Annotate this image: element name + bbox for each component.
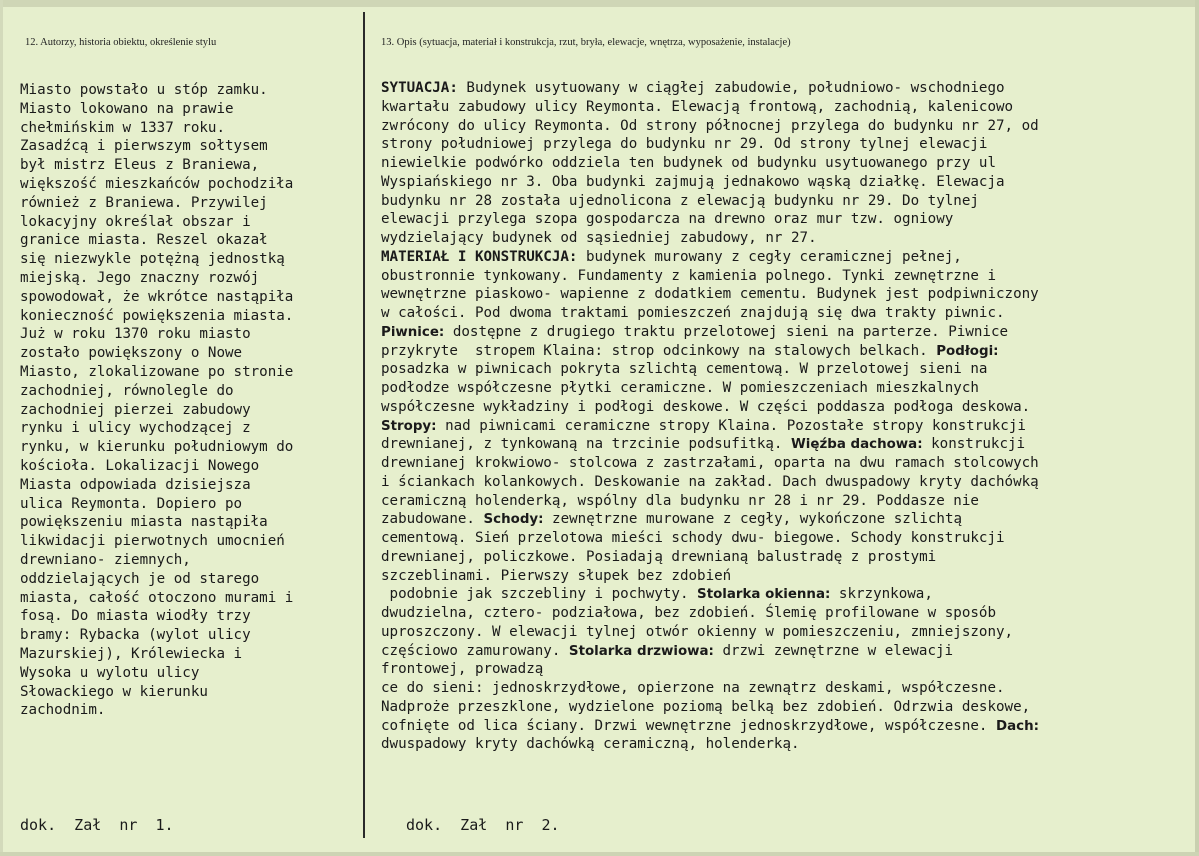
bold-term: Schody: bbox=[483, 512, 544, 528]
history-text-line: zostało powiększony o Nowe bbox=[20, 345, 243, 362]
scan-edge-top bbox=[0, 0, 1199, 7]
description-text-line bbox=[381, 117, 1181, 136]
text-run: budynku nr 28 została ujednolicona z elewacją budynku nr 29. Do tylnej bbox=[381, 192, 979, 209]
section-12-footer: dok. Zał nr 1. bbox=[20, 816, 174, 834]
history-text-line: bramy: Rybacka (wylot ulicy bbox=[20, 627, 251, 644]
text-run: Nadproże przeszklone, wydzielone poziomą belką bez zdobień. Odrzwia deskowe, bbox=[381, 698, 1031, 715]
scan-edge-right bbox=[1195, 0, 1199, 856]
description-text-line bbox=[381, 304, 1181, 323]
text-run: zabudowane. bbox=[381, 511, 484, 528]
history-text-line: rynku, w kierunku południowym do bbox=[20, 439, 294, 456]
description-text-line bbox=[381, 660, 1181, 679]
bold-term: MATERIAŁ I KONSTRUKCJA: bbox=[381, 248, 578, 265]
description-text-line bbox=[381, 360, 1181, 379]
text-run: cementową. Sień przelotowa mieści schody dwu- biegowe. Schody konstrukcji bbox=[381, 530, 1005, 546]
description-text-line bbox=[381, 398, 1181, 417]
description-text-line bbox=[381, 435, 1181, 454]
description-text-line bbox=[381, 585, 1181, 604]
text-run: i ściankach kolankowych. Deskowanie na zakład. Dach dwuspadowy kryty dachówką bbox=[381, 473, 1039, 490]
column-divider bbox=[363, 12, 365, 838]
text-run: drzwi zewnętrzne w elewacji bbox=[713, 642, 954, 659]
text-run: ceramiczną holenderką, wspólny dla budynku nr 28 i nr 29. Poddasze nie bbox=[381, 492, 979, 509]
description-text-line bbox=[381, 454, 1181, 473]
history-text-line: Miasto lokowano na prawie bbox=[20, 100, 234, 117]
description-text-line bbox=[381, 342, 1181, 361]
history-text-line: lokacyjny określał obszar i bbox=[20, 213, 251, 230]
bold-term: Więźba dachowa: bbox=[791, 437, 923, 453]
text-run: współczesne wykładziny i podłogi deskowe. W części poddasza podłoga deskowa. bbox=[381, 398, 1031, 415]
description-text-line bbox=[381, 173, 1181, 192]
section-12-header: 12. Autorzy, historia obiektu, określenie stylu bbox=[25, 37, 217, 48]
section-12-history-text bbox=[20, 81, 350, 720]
description-text-line bbox=[381, 604, 1181, 623]
description-text-line bbox=[381, 623, 1181, 642]
description-text-line bbox=[381, 642, 1181, 661]
text-run: uproszczony. W elewacji tylnej otwór okienny w pomieszczeniu, zmniejszony, bbox=[381, 623, 1014, 640]
history-text-line: Miasto powstało u stóp zamku. bbox=[20, 82, 268, 98]
history-text-line: Miasto, zlokalizowane po stronie bbox=[20, 363, 294, 380]
bold-term: Podłogi: bbox=[936, 343, 999, 359]
history-text-line: Mazurskiej), Królewiecka i bbox=[20, 645, 243, 662]
history-text-line: był mistrz Eleus z Braniewa, bbox=[20, 157, 260, 174]
text-run: zewnętrzne murowane z cegły, wykończone szlichtą bbox=[543, 511, 963, 528]
bold-term: Stropy: bbox=[381, 418, 437, 434]
text-run: Wyspiańskiego nr 3. Oba budynki zajmują jednakowo wąską działkę. Elewacja bbox=[381, 173, 1005, 190]
text-run: podobnie jak szczebliny i pochwyty. bbox=[381, 586, 698, 603]
history-text-line: Miasta odpowiada dzisiejsza bbox=[20, 476, 251, 493]
text-run: posadzka w piwnicach pokryta szlichtą cementową. W przelotowej sieni na bbox=[381, 361, 988, 378]
description-text-line bbox=[381, 79, 1181, 98]
text-run: budynek murowany z cegły ceramicznej pełnej, bbox=[577, 248, 962, 265]
description-text-line bbox=[381, 473, 1181, 492]
text-run: w całości. Pod dwoma traktami pomieszczeń znajdują się dwa trakty piwnic. bbox=[381, 305, 1005, 321]
text-run: elewacji przylega szopa gospodarcza na drewno oraz mur tzw. ogniowy bbox=[381, 211, 954, 228]
history-text-line: Zasadźcą i pierwszym sołtysem bbox=[20, 138, 268, 155]
text-run: podłodze współczesne płytki ceramiczne. W pomieszczeniach mieszkalnych bbox=[381, 380, 979, 396]
history-text-line: zachodnim. bbox=[20, 702, 106, 719]
bold-term: Stolarka drzwiowa: bbox=[568, 643, 714, 659]
description-text-line bbox=[381, 548, 1181, 567]
history-text-line: fosą. Do miasta wiodły trzy bbox=[20, 608, 251, 625]
text-run: frontowej, prowadzą bbox=[381, 661, 544, 678]
description-text-line bbox=[381, 98, 1181, 117]
history-text-line: konieczność powiększenia miasta. bbox=[20, 307, 294, 324]
section-13-header: 13. Opis (sytuacja, materiał i konstrukcja, rzut, bryła, elewacje, wnętrza, wyposażenie, instalacje) bbox=[381, 37, 791, 48]
description-text-line bbox=[381, 285, 1181, 304]
history-text-line: powiększeniu miasta nastąpiła bbox=[20, 514, 268, 531]
description-text-line bbox=[381, 267, 1181, 286]
bold-term: Stolarka okienna: bbox=[697, 587, 831, 603]
text-run: zwrócony do ulicy Reymonta. Od strony północnej przylega do budynku nr 27, od bbox=[381, 117, 1039, 134]
text-run: konstrukcji bbox=[922, 436, 1026, 453]
section-13-footer: dok. Zał nr 2. bbox=[406, 816, 560, 834]
text-run: skrzynkowa, bbox=[830, 586, 933, 603]
text-run: cofnięte od lica ściany. Drzwi wewnętrzne jednoskrzydłowe, współczesne. bbox=[381, 717, 996, 734]
history-text-line: większość mieszkańców pochodziła bbox=[20, 175, 294, 192]
description-text-line bbox=[381, 323, 1181, 342]
description-text-line bbox=[381, 698, 1181, 717]
history-text-line: rynku i ulicy wychodzącej z bbox=[20, 420, 251, 437]
history-text-line: spowodował, że wkrótce nastąpiła bbox=[20, 288, 294, 305]
history-text-line: również z Braniewa. Przywilej bbox=[20, 194, 268, 211]
history-text-line: Już w roku 1370 roku miasto bbox=[20, 326, 251, 343]
history-text-line: kościoła. Lokalizacji Nowego bbox=[20, 457, 260, 474]
history-text-line: granice miasta. Reszel okazał bbox=[20, 232, 268, 249]
bold-term: Dach: bbox=[996, 718, 1039, 734]
history-text-line: zachodniej pierzei zabudowy bbox=[20, 401, 251, 418]
text-run: dwuspadowy kryty dachówką ceramiczną, holenderką. bbox=[381, 736, 800, 753]
text-run: wydzielający budynek od sąsiedniej zabudowy, nr 27. bbox=[381, 230, 817, 246]
text-run: dwudzielna, cztero- podziałowa, bez zdobień. Ślemię profilowane w sposób bbox=[381, 605, 996, 621]
history-text-line: się niezwykle potężną jednostką bbox=[20, 251, 285, 268]
description-text-line bbox=[381, 192, 1181, 211]
history-text-line: oddzielających je od starego bbox=[20, 570, 260, 587]
scan-edge-bottom bbox=[0, 852, 1199, 856]
description-text-line bbox=[381, 210, 1181, 229]
text-run: wewnętrzne piaskowo- wapienne z dodatkiem cementu. Budynek jest podpiwniczony bbox=[381, 286, 1039, 303]
history-text-line: drewniano- ziemnych, bbox=[20, 551, 191, 568]
scan-edge-left bbox=[0, 0, 3, 856]
description-text-line bbox=[381, 735, 1181, 754]
history-text-line: Słowackiego w kierunku bbox=[20, 683, 208, 700]
history-text-line: miejską. Jego znaczny rozwój bbox=[20, 269, 260, 286]
bold-term: SYTUACJA: bbox=[381, 80, 458, 96]
description-text-line bbox=[381, 417, 1181, 436]
description-text-line bbox=[381, 492, 1181, 511]
text-run: drewnianej, z tynkowaną na trzcinie podsufitką. bbox=[381, 436, 791, 453]
text-run: strony południowej przylega do budynku nr 29. Od strony tylnej elewacji bbox=[381, 136, 988, 153]
text-run: częściowo zamurowany. bbox=[381, 642, 569, 659]
section-13-description-text bbox=[381, 79, 1181, 754]
text-run: Budynek usytuowany w ciągłej zabudowie, południowo- wschodniego bbox=[457, 80, 1005, 96]
text-run: szczeblinami. Pierwszy słupek bez zdobień bbox=[381, 567, 732, 584]
description-text-line bbox=[381, 135, 1181, 154]
history-text-line: likwidacji pierwotnych umocnień bbox=[20, 533, 285, 550]
bold-term: Piwnice: bbox=[381, 324, 445, 340]
description-text-line bbox=[381, 154, 1181, 173]
description-text-line bbox=[381, 229, 1181, 248]
text-run: kwartału zabudowy ulicy Reymonta. Elewacją frontową, zachodnią, kalenicowo bbox=[381, 98, 1014, 115]
text-run: drewnianej, policzkowe. Posiadają drewnianą balustradę z prostymi bbox=[381, 548, 937, 565]
history-text-line: zachodniej, równolegle do bbox=[20, 382, 234, 399]
description-text-line bbox=[381, 567, 1181, 586]
description-text-line bbox=[381, 510, 1181, 529]
description-text-line bbox=[381, 679, 1181, 698]
history-text-line: miasta, całość otoczono murami i bbox=[20, 589, 294, 606]
history-text-line: ulica Reymonta. Dopiero po bbox=[20, 495, 243, 512]
text-run: dostępne z drugiego traktu przelotowej sieni na parterze. Piwnice bbox=[444, 323, 1009, 340]
history-text-line: chełmińskim w 1337 roku. bbox=[20, 119, 225, 136]
history-text-line: Wysoka u wylotu ulicy bbox=[20, 664, 200, 681]
description-text-line bbox=[381, 248, 1181, 267]
text-run: przykryte stropem Klaina: strop odcinkowy na stalowych belkach. bbox=[381, 342, 937, 359]
description-text-line bbox=[381, 717, 1181, 736]
text-run: obustronnie tynkowany. Fundamenty z kamienia polnego. Tynki zewnętrzne i bbox=[381, 267, 996, 284]
text-run: drewnianej krokwiowo- stolcowa z zastrzałami, oparta na dwu ramach stolcowych bbox=[381, 455, 1039, 471]
text-run: nad piwnicami ceramiczne stropy Klaina. Pozostałe stropy konstrukcji bbox=[436, 417, 1026, 434]
text-run: ce do sieni: jednoskrzydłowe, opierzone na zewnątrz deskami, współczesne. bbox=[381, 680, 1005, 696]
description-text-line bbox=[381, 529, 1181, 548]
description-text-line bbox=[381, 379, 1181, 398]
text-run: niewielkie podwórko oddziela ten budynek od budynku usytuowanego przy ul bbox=[381, 155, 996, 171]
